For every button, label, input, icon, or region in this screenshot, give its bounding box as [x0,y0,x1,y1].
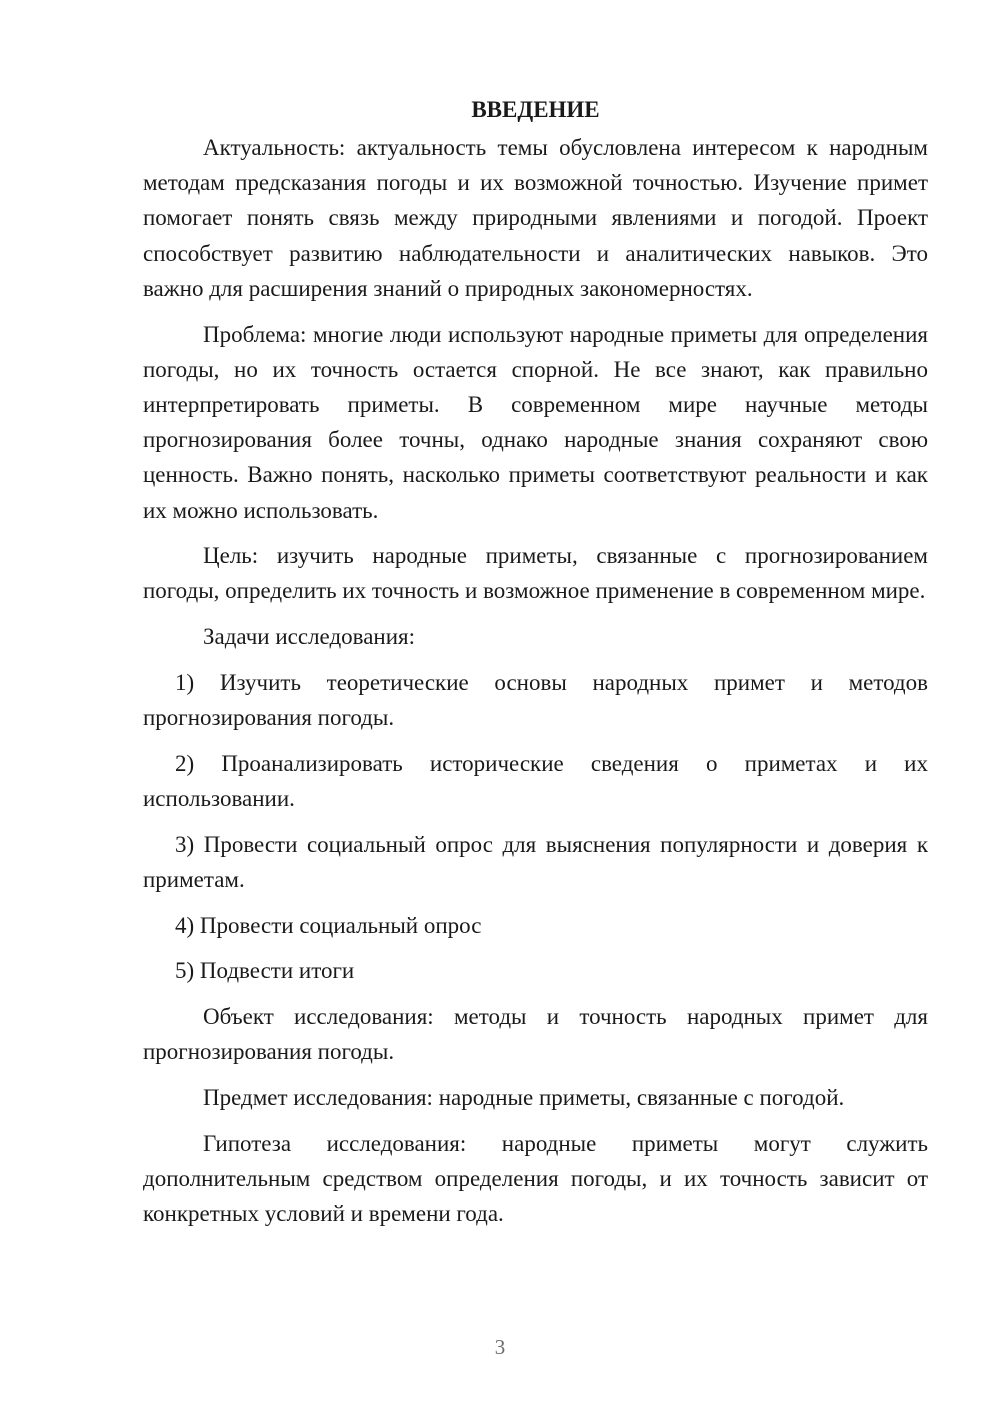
paragraph-goal: Цель: изучить народные приметы, связанные с прогнозированием погоды, определить их точность и возможное применение в современном мире. [143,543,928,604]
task-item-1: 1) Изучить теоретические основы народных примет и методов прогнозирования погоды. [143,669,928,731]
task-item-2: 2) Проанализировать исторические сведения о приметах и их использовании. [143,750,928,811]
paragraph-tasks-heading: Задачи исследования: [203,624,416,650]
page-title: ВВЕДЕНИЕ [471,97,600,122]
page-number: 3 [494,1335,506,1359]
task-item-5: 5) Подвести итоги [175,958,355,984]
paragraph-relevance: Актуальность: актуальность темы обусловлена интересом к народным методам предсказания погоды и их возможной точностью. Изучение примет помогает понять связь между природными явлениями и погодой. Проект способствует развитию наблюдательности и аналитических навыков. Это важно для расширения знаний о природных закономерностях. [143,135,928,301]
paragraph-problem: Проблема: многие люди используют народные приметы для определения погоды, но их точность остается спорной. Не все знают, как правильно интерпретировать приметы. В современном мире научные методы прогнозирования более точны, однако народные знания сохраняют свою ценность. Важно понять, насколько приметы соответствуют реальности и как их можно использовать. [143,321,928,523]
paragraph-object: Объект исследования: методы и точность народных примет для прогнозирования погоды. [143,1003,928,1065]
task-item-4: 4) Провести социальный опрос [175,912,482,938]
paragraph-hypothesis: Гипотеза исследования: народные приметы могут служить дополнительным средством определения погоды, и их точность зависит от конкретных условий и времени года. [143,1130,928,1226]
paragraph-subject: Предмет исследования: народные приметы, связанные с погодой. [203,1084,845,1110]
task-item-3: 3) Провести социальный опрос для выяснения популярности и доверия к приметам. [143,831,928,892]
document-page [143,92,928,1242]
